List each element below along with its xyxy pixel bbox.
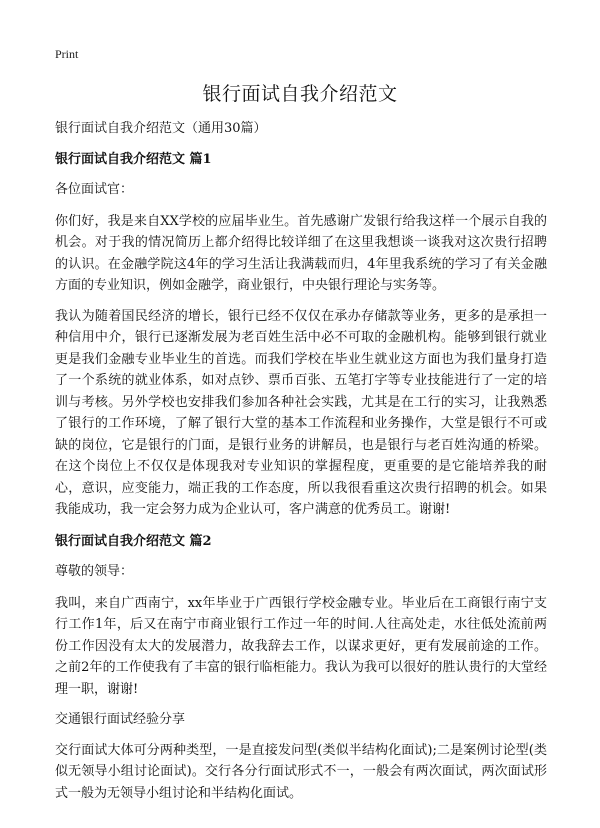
- section-2-paragraph-2: 交行面试大体可分两种类型，一是直接发问型(类似半结构化面试);二是案例讨论型(类似无领导小组讨论面试)。交行各分行面试形式不一，一般会有两次面试，两次面试形式一般为无领导小组讨论和半结构化面试。: [55, 742, 547, 801]
- document-subtitle: 银行面试自我介绍范文（通用30篇）: [55, 121, 267, 136]
- section-2-heading: 银行面试自我介绍范文 篇2: [55, 533, 212, 549]
- section-2-subheading: 交通银行面试经验分享: [55, 712, 186, 727]
- section-1-heading: 银行面试自我介绍范文 篇1: [55, 151, 212, 167]
- section-1-paragraph-2: 我认为随着国民经济的增长，银行已经不仅仅在承办存储款等业务，更多的是承担一种信用中介，银行已逐渐发展为老百姓生活中必不可取的金融机构。能够到银行就业更是我们金融专业毕业生的首选。而我们学校在毕业生就业这方面也为我们量身打造了一个系统的就业体系，如对点钞、票币百张、五笔打字等专业技能进行了一定的培训与考核。另外学校也安排我们参加各种社会实践，尤其是在工行的实习，让我熟悉了银行的工作环境，了解了银行大堂的基本工作流程和业务操作，大堂是银行不可或缺的岗位，它是银行的门面，是银行业务的讲解员，也是银行与老百姓沟通的桥梁。在这个岗位上不仅仅是体现我对专业知识的掌握程度，更重要的是它能培养我的耐心，意识，应变能力，端正我的工作态度，所以我很看重这次贵行招聘的机会。如果我能成功，我一定会努力成为企业认可，客户满意的优秀员工。谢谢!: [55, 308, 547, 517]
- section-2-greeting: 尊敬的领导：: [55, 564, 134, 579]
- section-1-greeting: 各位面试官：: [55, 182, 134, 197]
- document-body: [55, 118, 547, 813]
- section-1-paragraph-1: 你们好，我是来自XX学校的应届毕业生。首先感谢广发银行给我这样一个展示自我的机会。对于我的情况简历上都介绍得比较详细了在这里我想谈一谈我对这次贵行招聘的认识。在金融学院这4年的学习生活让我满载而归，4年里我系统的学习了有关金融方面的专业知识，例如金融学，商业银行，中央银行理论与实务等。: [55, 213, 547, 293]
- document-title: 银行面试自我介绍范文: [202, 83, 398, 105]
- section-2-paragraph-1: 我叫，来自广西南宁，xx年毕业于广西银行学校金融专业。毕业后在工商银行南宁支行工作1年，后又在南宁市商业银行工作过一年的时间.人往高处走，水往低处流前两份工作因没有太大的发展潜力，故我辞去工作，以谋求更好，更有发展前途的工作。之前2年的工作使我有了丰富的银行临柜能力。我认为我可以很好的胜认贵行的大堂经理一职，谢谢!: [55, 595, 547, 697]
- print-link[interactable]: Print: [55, 47, 79, 61]
